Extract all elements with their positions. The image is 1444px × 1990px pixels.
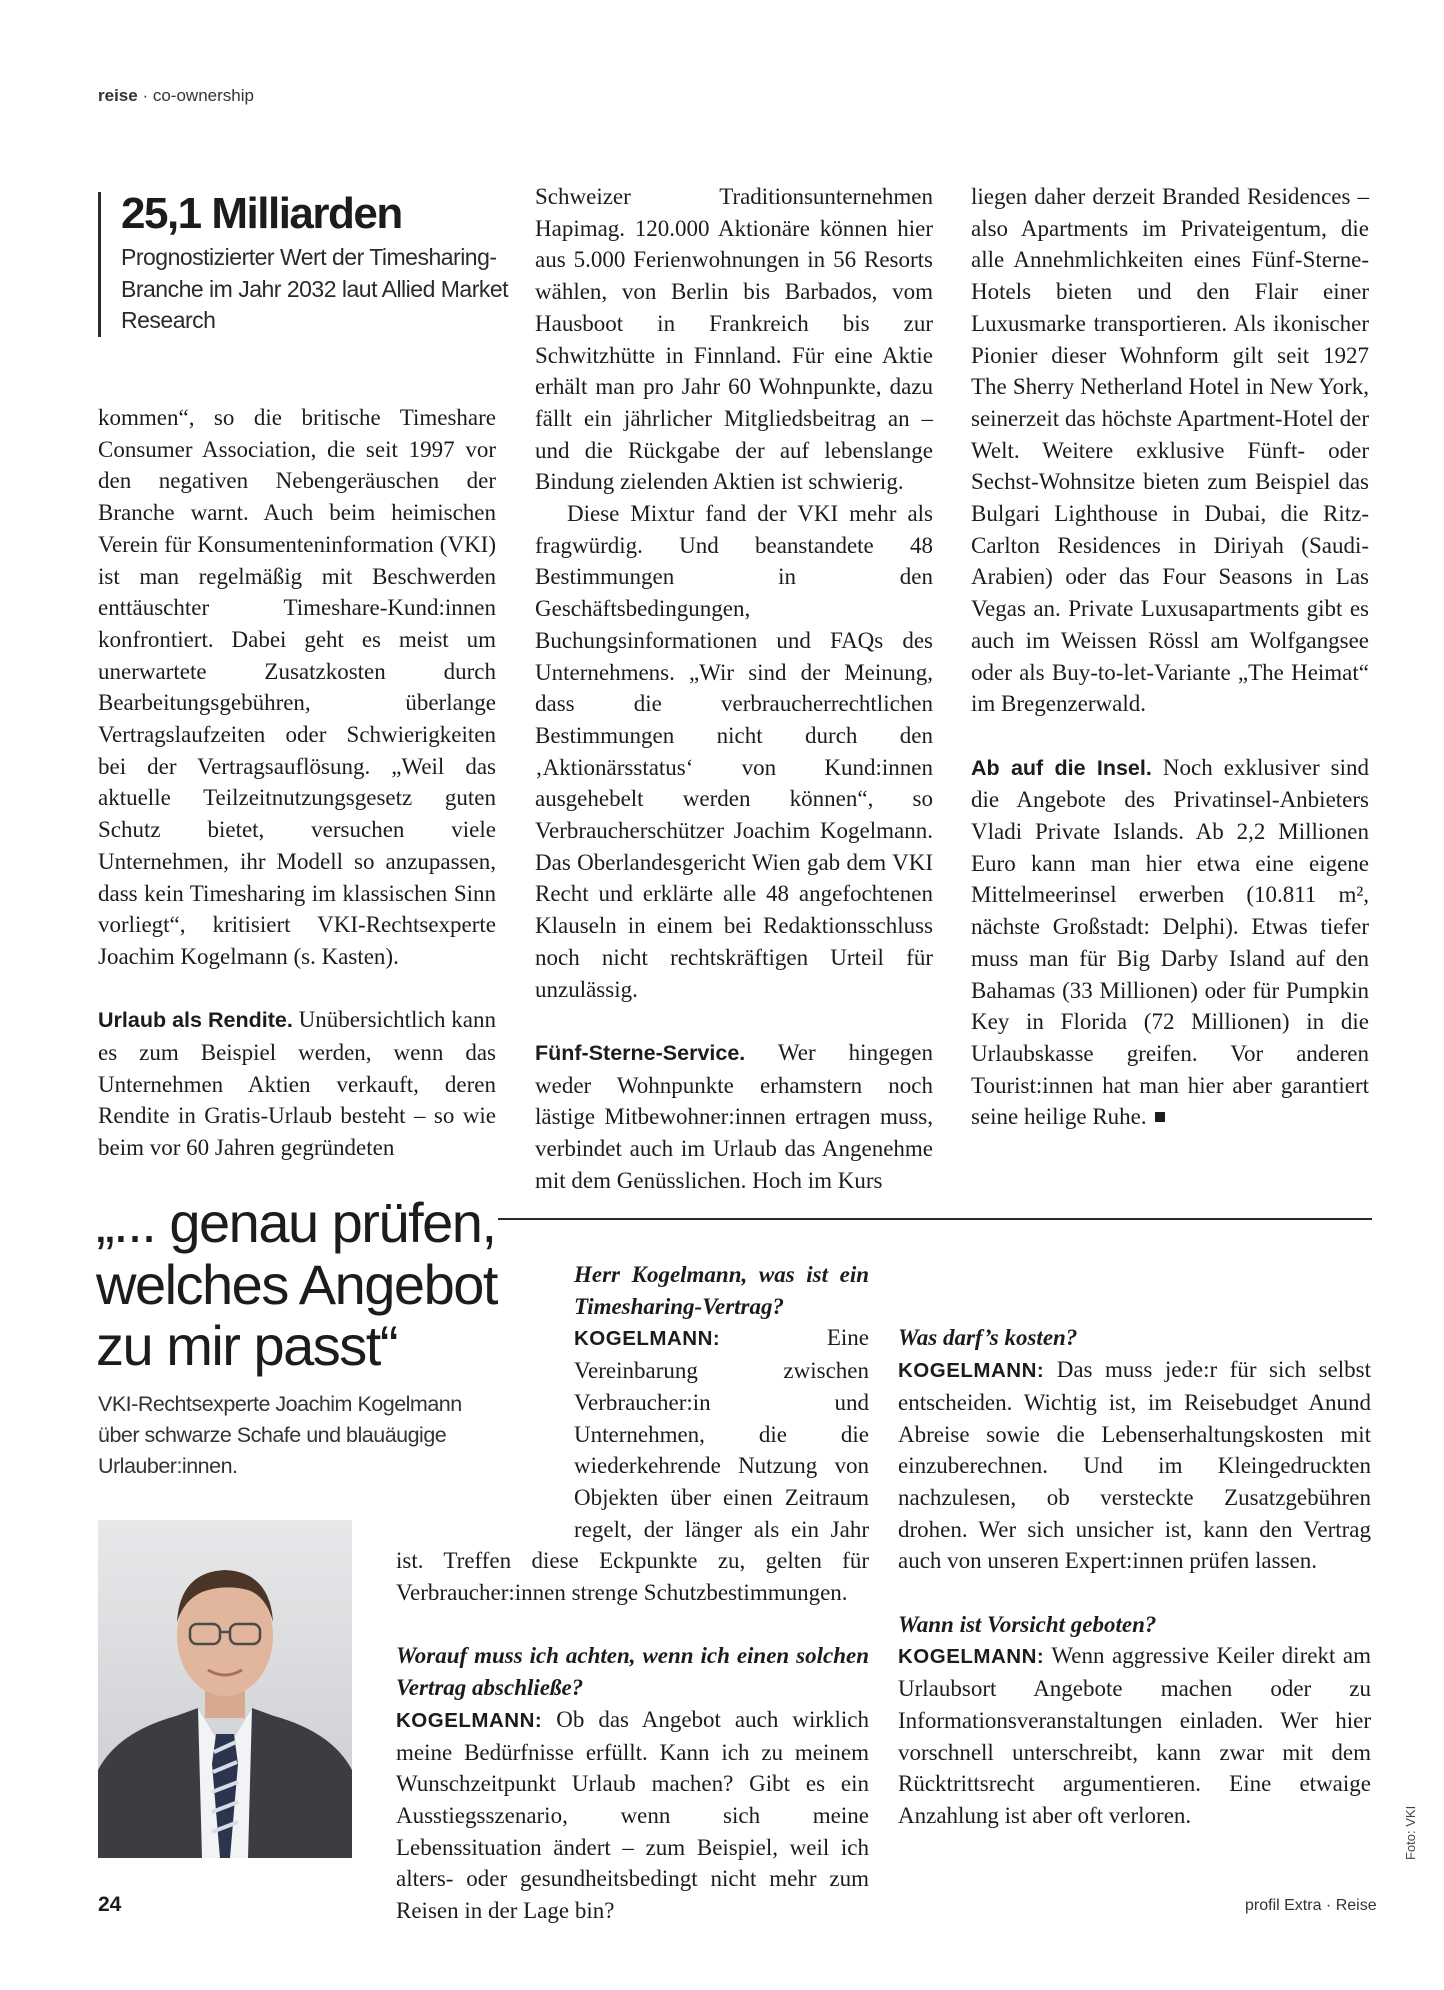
answer-text: Ob das Angebot auch wirklich meine Bedürfnisse erfüllt. Kann ich zu meinem Wunschzeitpunkt Urlaub machen? Gibt es ein Ausstiegsszenario, wenn sich meine Lebenssituation ändert – zum Beispiel, weil ich alters- oder gesundheitsbedingt nicht mehr zum Reisen in der Lage bin? — [396, 1706, 869, 1924]
portrait-photo — [98, 1520, 352, 1858]
question-text: Was darf’s kosten? — [898, 1325, 1078, 1351]
interview-answer — [898, 1354, 1371, 1577]
paragraph — [98, 1004, 496, 1164]
paragraph: Schweizer Traditionsunternehmen Hapimag. 120.000 Aktionäre können hier aus 5.000 Ferienwohnungen in 56 Resorts wählen, von Berlin bis Barbados, vom Hausboot in Frankreich bis zur Schwitzhütte in Finnland. Für eine Aktie erhält man pro Jahr 60 Wohnpunkte, dazu fällt ein jährlicher Mitgliedsbeitrag an – und die Rückgabe der auf lebenslange Bindung zielenden Aktien ist schwierig. — [535, 184, 933, 495]
interview-question — [396, 1640, 869, 1703]
question-text: Wann ist Vorsicht geboten? — [898, 1611, 1157, 1637]
stat-callout — [98, 189, 521, 337]
interview-answer — [898, 1640, 1371, 1831]
publication-footer: profil Extra · Reise — [1245, 1897, 1377, 1914]
speaker-label: KOGELMANN: — [898, 1645, 1045, 1669]
page-number: 24 — [98, 1893, 122, 1916]
section-header — [98, 86, 254, 106]
subsection-name: co-ownership — [152, 86, 254, 105]
run-in-heading: Fünf-Sterne-Service. — [535, 1040, 746, 1065]
paragraph-text: Wer hingegen weder Wohnpunkte erhamstern noch lästige Mitbewohner:innen ertragen muss, verbindet auch im Urlaub das Angenehme mit dem Genüsslichen. Hoch im Kurs — [535, 1039, 933, 1193]
paragraph-text: Unübersichtlich kann es zum Beispiel werden, wenn das Unternehmen Aktien verkauft, deren Rendite in Gratis-Urlaub besteht – so wie beim vor 60 Jahren gegründeten — [98, 1007, 496, 1161]
interview-question — [898, 1609, 1371, 1641]
interview-question — [898, 1322, 1371, 1354]
run-in-heading: Urlaub als Rendite. — [98, 1008, 293, 1033]
speaker-label: KOGELMANN: — [396, 1708, 543, 1732]
interview-answer — [396, 1704, 869, 1927]
answer-text: Eine Vereinbarung zwischen Verbraucher:in und Unternehmen, die die wiederkehrende Nutzung von Objekten über einen Zeitraum regelt, der länger als ein Jahr ist. Treffen diese Eckpunkte zu, gelten für Verbraucher:innen strenge Schutzbestimmungen. — [396, 1325, 869, 1606]
paragraph — [535, 1037, 933, 1197]
article-column-2 — [535, 181, 933, 1196]
portrait-illustration — [98, 1520, 352, 1858]
question-text: Worauf muss ich achten, wenn ich einen solchen Vertrag abschließe? — [396, 1643, 869, 1701]
photo-credit: Foto: VKI — [1403, 1805, 1418, 1860]
interview-column-left — [396, 1259, 869, 1927]
stat-number: 25,1 Milliarden — [121, 189, 402, 238]
article-column-1 — [98, 402, 496, 1164]
run-in-heading: Ab auf die Insel. — [971, 755, 1152, 780]
paragraph: kommen“, so die britische Timeshare Consumer Association, die seit 1997 vor den negativen Nebengeräuschen der Branche warnt. Auch beim heimischen Verein für Konsumenteninformation (VKI) ist man regelmäßig mit Beschwerden enttäuschter Timeshare-Kund:innen konfrontiert. Dabei geht es meist um unerwartete Zusatzkosten durch Bearbeitungsgebühren, überlange Vertragslaufzeiten oder Schwierigkeiten bei der Vertragsauflösung. „Weil das aktuelle Teilzeitnutzungsgesetz guten Schutz bietet, versuchen viele Unternehmen, ihr Modell so anzupassen, dass kein Timesharing im klassischen Sinn vorliegt“, kritisiert VKI-Rechtsexperte Joachim Kogelmann (s. Kasten). — [98, 405, 496, 969]
end-mark-icon — [1155, 1112, 1165, 1122]
article-column-3 — [971, 181, 1369, 1133]
interview-column-right — [898, 1259, 1371, 1832]
paragraph: liegen daher derzeit Branded Residences – also Apartments im Privateigentum, die alle Annehmlichkeiten eines Fünf-Sterne-Hotels bieten und den Flair einer Luxusmarke transportieren. Als ikonischer Pionier dieser Wohnform gilt seit 1927 The Sherry Netherland Hotel in New York, seinerzeit das höchste Apartment-Hotel der Welt. Weitere exklusive Fünft- oder Sechst-Wohnsitze bieten zum Beispiel das Bulgari Lighthouse in Dubai, die Ritz-Carlton Residences in Diriyah (Saudi-Arabien) oder das Four Seasons in Las Vegas an. Private Luxusapartments gibt es auch im Weissen Rössl am Wolfgangsee oder als Buy-to-let-Variante „The Heimat“ im Bregenzerwald. — [971, 184, 1369, 717]
speaker-label: KOGELMANN: — [898, 1359, 1045, 1383]
box-divider — [498, 1218, 1372, 1220]
answer-text: Das muss jede:r für sich selbst entscheiden. Wichtig ist, im Reisebudget Anund Abreise sowie die Lebenserhaltungskosten mit einzuberechnen. Und im Kleingedruckten nachzulesen, ob versteckte Zusatzgebühren drohen. Wer sich unsicher ist, kann den Vertrag auch von unseren Expert:innen prüfen lassen. — [898, 1357, 1371, 1574]
stat-description: Prognostizierter Wert der Timesharing-Branche im Jahr 2032 laut Allied Market Research — [121, 244, 509, 334]
section-separator: · — [142, 86, 149, 105]
pull-quote-subtitle: VKI-Rechtsexperte Joachim Kogelmann über schwarze Schafe und blauäugige Urlauber:innen. — [98, 1392, 462, 1479]
pull-quote: „... genau prüfen, welches Angebot zu mir passt“ — [96, 1191, 497, 1378]
paragraph — [971, 752, 1369, 1133]
speaker-label: KOGELMANN: — [574, 1327, 721, 1351]
question-text: Herr Kogelmann, was ist ein Timesharing-Vertrag? — [574, 1262, 869, 1319]
section-name: reise — [98, 86, 138, 105]
paragraph-text: Noch exklusiver sind die Angebote des Privatinsel-Anbieters Vladi Private Islands. Ab 2,2 Millionen Euro kann man hier etwa eine eigene Mittelmeerinsel erwerben (10.811 m², nächste Großstadt: Delphi). Etwas tiefer muss man für Big Darby Island auf den Bahamas (33 Millionen) oder für Pumpkin Key in Florida (72 Millionen) in die Urlaubskasse greifen. Vor anderen Tourist:innen hat man hier aber garantiert seine heilige Ruhe. — [971, 754, 1370, 1130]
paragraph: Diese Mixtur fand der VKI mehr als fragwürdig. Und beanstandete 48 Bestimmungen in den Geschäftsbedingungen, Buchungsinformationen und FAQs des Unternehmens. „Wir sind der Meinung, dass die verbraucherrechtlichen Bestimmungen nicht durch den ‚Aktionärsstatus‘ von Kund:innen ausgehebelt werden können“, so Verbraucherschützer Joachim Kogelmann. Das Oberlandesgericht Wien gab dem VKI Recht und erklärte alle 48 angefochtenen Klauseln in einem bei Redaktionsschluss noch nicht rechtskräftigen Urteil für unzulässig. — [535, 501, 933, 1002]
answer-text: Wenn aggressive Keiler direkt am Urlaubsort Angebote machen oder zu Informationsveranstaltungen einladen. Wer hier vorschnell unterschreibt, kann zwar mit dem Rücktrittsrecht argumentieren. Eine etwaige Anzahlung ist aber oft verloren. — [898, 1643, 1371, 1828]
